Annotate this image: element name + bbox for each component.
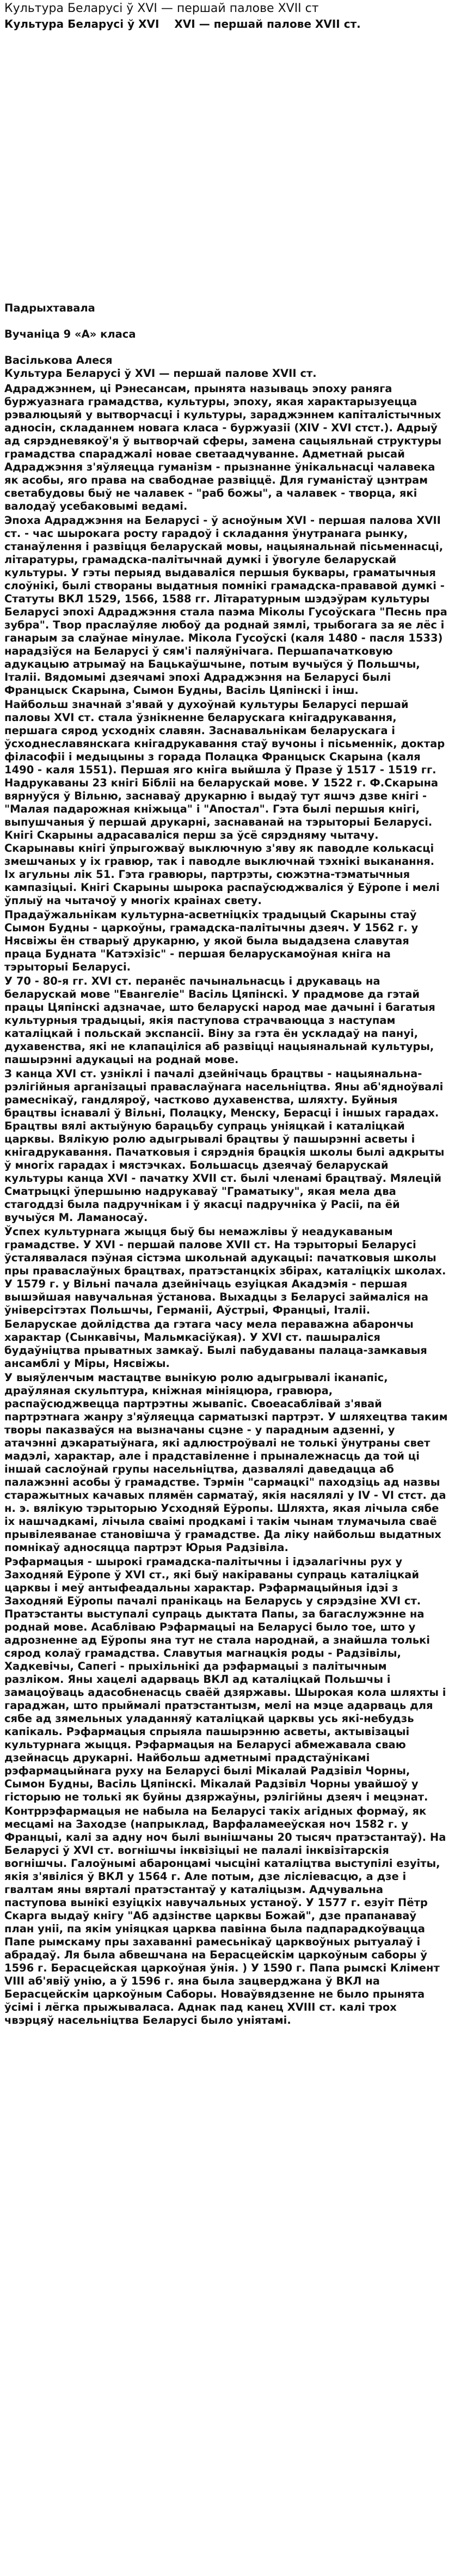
header-left: Культура Беларусі ў XVI <box>4 17 159 30</box>
paragraph: У выяўленчым мастацтве вынікую ролю адыгрывалі іканапіс, драўляная скульптура, кніжная мініяцюра, гравюра, распаўсюджвецца партрэтны жывапіс. Своеасаблівай з'явай партрэтнага жанру з'яўляецца сарматызкі партрэт. У шляхецтва таким творы паказваўся на вызначаны сцэне - у парадным адзенні, у атачэнні дэкаратыўнага, які адлюстроўвалі не толькі ўнутраны свет мадэлі, характар, але і прадставіленне і прыналежнасць да той ці іншай саслоўнай групы насельніцтва, дазвалялі даведацца аб палажэнні асобы ў грамадстве. Тэрмін "сармацкі" паходзіць ад назвы старажытных качавых плямён сарматаў, якія насялялі у IV - VI стст. да н. э. вялікую тэрыторыю Усходняй Еўропы. Шляхта, якая лічыла сябе іх нашчадкамі, лічыла сваімі продкамі і такім чынам тлумачыла сваё прывілеяванае становішча ў грамадстве. Да ліку найбольш выдатных помнікаў адносяцца партрэт Юрыя Радзівіла. <box>4 1371 448 1554</box>
page-header <box>4 16 448 32</box>
document-title: Культура Беларусі ў XVI — першай палове XVII ст. <box>4 367 317 380</box>
paragraph: Найбольш значнай з'явай у духоўнай культуры Беларусі першай паловы XVI ст. стала ўзнікненне беларускага кнігадрукавання, першага сярод усходніх славян. Заснавальнікам беларускага і ўсходнеславянскага кнігадрукавання стаў вучоны і пісьменнік, доктар філасофіі і медыцыны з горада Полацка Францыск Скарына (каля 1490 - каля 1551). Першая яго кніга выйшла ў Празе ў 1517 - 1519 гг. Надрукаваны 23 кнігі Бібліі на беларускай мове. У 1522 г. Ф.Скарына вярнуўся ў Вільню, заснаваў друкарню і выдаў тут яшчэ дзве кнігі - "Малая падарожная кніжыца" і "Апостал". Гэта былі першыя кнігі, выпушчаныя ў першай друкарні, заснаванай на тэрыторыі Беларусі. Кнігі Скарыны адрасаваліся перш за ўсё сярэдняму чытачу. Скарынавы кнігі ўпрыгожваў выключную з'яву як паводле колькасці змешчаных у іх гравюр, так і паводле выключнай тэхнікі выканання. Іх агульны лік 51. Гэта гравюры, партрэты, сюжэтна-тэматычныя кампазіцыі. Кнігі Скарыны шырока распаўсюджваліся ў Еўропе і мелі ўплыў на чытачоў у многіх краінах свету. <box>4 698 445 907</box>
paragraph: Прадаўжальнікам культурна-асветніцкіх традыцый Скарыны стаў Сымон Будны - царкоўны, грамадска-палітычны дзеяч. У 1562 г. у Нясвіжы ён стварыў друкарню, у якой была выдадзена славутая праца Будната "Катэхізіс" - першая беларускамоўная кніга на тэрыторыі Беларусі. <box>4 908 419 973</box>
tab-title: Культура Беларусі ў XVI — першай палове XVII ст <box>4 2 319 15</box>
paragraph: Адраджэннем, ці Рэнесансам, прынята называць эпоху раняга буржуазнага грамадства, культуры, эпоху, якая характарызуецца рэвалюцыяй у вытворчасці і культуры, зараджэннем капіталістычных адносін, складаннем новага класа - буржуазіі (XIV - XVI стст.). Адрыў ад сярэдневякоў'я ў вытворчай сферы, замена сацыяльнай структуры грамадства спараджалі новае светаадчуванне. Адметнай рысай Адраджэння з'яўляецца гуманізм - прызнанне ўнікальнасці чалавека як асобы, яго права на свабоднае развіццё. Для гуманістаў цэнтрам светабудовы быў не чалавек - "раб божы", а чалавек - творца, які валодаў усебаковымі ведамі. <box>4 382 442 512</box>
paragraph: Ўспех культурнага жыцця быў бы немажлівы ў неадукаваным грамадстве. У XVI - першай палове XVII ст. На тэрыторыі Беларусі ўсталявалася пэўная сістэма школьнай адукацыі: пачатковыя школы пры праваслаўных брацтвах, пратэстанцкіх збірах, каталіцкіх школах. У 1579 г. у Вільні пачала дзейнічаць езуіцкая Акадэмія - першая вышэйшая навучальная ўстанова. Выхадцы з Беларусі займаліся на ўніверсітэтах Польшчы, Германіі, Аўстрыі, Францыі, Італіі. <box>4 1225 446 1316</box>
paragraph: У 70 - 80-я гг. XVI ст. перанёс пачынальнасць і друкаваць на беларускай мове "Евангеліе" Васіль Цяпінскі. У прадмове да гэтай працы Цяпінскі адзначае, што беларускі народ мае дачыні і багатыя культурныя традыцыі, якія паступова страчваюцца з наступам каталіцкай і польскай экспансіі. Віну за гэта ён ускладаў на пануі, духавенства, які не клапаціліся аб развіцці нацыянальнай культуры, пашырэнні адукацыі на роднай мове. <box>4 975 435 1066</box>
document-body <box>4 382 448 2027</box>
paragraph: Эпоха Адраджэння на Беларусі - ў асноўным XVI - першая палова XVII ст. - час шырокага росту гарадоў і складання ўнутранага рынку, станаўлення і развіцця беларускай мовы, нацыянальнай пісьменнасці, літаратуры, грамадска-палітычнай думкі і ўвогуле беларускай культуры. У гэты перыяд выдаваліся першыя буквары, граматычныя слоўнікі, былі створаны выдатныя помнікі грамадска-прававой думкі - Статуты ВКЛ 1529, 1566, 1588 гг. Літаратурным шэдэўрам культуры Беларусі эпохі Адраджэння стала паэма Міколы Гусоўскага "Песнь пра зубра". Твор праслаўляе любоў да роднай зямлі, трыбогага за яе лёс і ганарым за слаўнае мінулае. Мікола Гусоўскі (каля 1480 - пасля 1533) нарадзіўся на Беларусі ў сям'і паляўнічага. Першапачатковую адукацыю атрымаў на Бацькаўшчыне, потым вучыўся ў Польшчы, Італіі. Вядомымі дзеячамі эпохі Адраджэння на Беларусі былі Францыск Скарына, Сымон Будны, Васіль Цяпінскі і інш. <box>4 514 447 697</box>
paragraph: Контррэфармацыя не набыла на Беларусі такіх агідных формаў, як месцамі на Заходзе (напрыклад, Варфаламееўская ноч 1582 г. у Францыі, калі за адну ноч былі вынішчаны 20 тысяч пратэстантаў). На Беларусі ў XVI ст. вогнішчы інквізіцыі не палалі інквізітарскія вогнішчы. Галоўнымі абаронцамі чысціні каталіцтва выступілі езуіты, якія з'явіліся ў ВКЛ у 1564 г. Але потым, дзе лісліевасцю, а дзе і гвалтам яны вярталі пратэстантаў у каталіцызм. Адчувальна паступова вынікі езуіцкіх навучальных устаноў. У 1577 г. езуіт Пётр Скарга выдаў кнігу "Аб адзінстве царквы Божай", дзе прапанаваў план уніі, па якім уніяцкая царква павінна была падпарадкоўвацца Папе рымскаму пры захаванні рамесьнікаў царквоўных рытуалаў і абрадаў. Ля была абвешчана на Берасцейскім царкоўным саборы ў 1596 г. Берасцейская царкоўная ўнія. ) У 1590 г. Папа рымскі Клімент VIII аб'явіў унію, а ў 1596 г. яна была зацверджана ў ВКЛ на Берасцейскім царкоўным Саборы. Новаўвядзенне не было прынята ўсімі і лёгка прыжываласа. Аднак пад канец XVIII ст. калі трох чвэрцяў насельніцтва Беларусі было уніятамі. <box>4 1805 446 2026</box>
paragraph: З канца XVI ст. узніклі і пачалі дзейнічаць брацтвы - нацыянальна-рэлігійныя арганізацыі праваслаўнага насельніцтва. Яны аб'ядноўвалі рамеснікаў, гандляроў, частково духавенства, шляхту. Буйныя брацтвы існавалі ў Вільні, Полацку, Менску, Берасці і іншых гарадах. Брацтвы вялі актыўную барацьбу супраць уніяцкай і каталіцкай царквы. Вялікую ролю адыгрывалі брацтвы ў пашырэнні асветы і кнігадрукавання. Пачатковыя і сярэднія брацкія школы былі адкрыты ў многіх гарадах і мястэчках. Большасць дзеячаў беларускай культуры канца XVI - пачатку XVII ст. былі членамі брацтваў. Мялецій Сматрыцкі ўпершыню надрукаваў "Граматыку", якая мела два стагоддзі была падручнікам і ў якасці падручніка ў Расіі, па ёй вучыўся М. Ламаносаў. <box>4 1067 445 1224</box>
paragraph: Рэфармацыя - шырокі грамадска-палітычны і ідэалагічны рух у Заходняй Еўропе ў XVI ст., які быў накіраваны супраць каталіцкай царквы і меў антыфеадальны характар. Рэфармацыйныя ідэі з Заходняй Еўропы пачалі пранікаць на Беларусь у сярэдзіне XVI ст. Пратэстанты выступалі супраць дыктата Папы, за багаслужэнне на роднай мове. Асабліваю Рэфармацыі на Беларусі было тое, што у адрозненне ад Еўропы яна тут не стала народнай, а знайшла толькі сярод колаў грамадства. Славутыя магнацкія роды - Радзівілы, Хадкевічы, Сапегі - прыхільнікі да рэфармацыі з палітычным разліком. Яны хацелі адарваць ВКЛ ад каталіцкай Польшчы і замацоўваць адасобненасць сваёй дзяржавы. Шырокая кола шляхты і гараджан, што прыймалі пратэстантызм, мелі на мэце адарваць для сябе ад зямельных уладанняў каталіцкай царквы усь які-небудзь капікаль. Рэфармацыя спрыяла пашырэнню асветы, актывізацыі культурнага жыцця. Рэфармацыя на Беларусі абмежавала сваю дзейнасць друкарні. Найбольш адметнымі прадстаўнікамі рэфармацыйнага руху на Беларусі былі Мікалай Радзівіл Чорны, Сымон Будны, Васіль Цяпінскі. Мікалай Радзівіл Чорны увайшоў у гісторыю не толькі як буйны дзяржаўны, рэлігійны дзеяч і мецэнат. <box>4 1555 446 1803</box>
student-class: Вучаніца 9 «А» класа <box>4 328 136 340</box>
paragraph: Беларускае дойлідства да гэтага часу мела пераважна абарончы характар (Сынкавічы, Мальмкасіўкая). У XVI ст. пашыраліся будаўніцтва прыватных замкаў. Былі пабудаваны палаца-замкавыя ансамблі у Міры, Нясвіжы. <box>4 1318 427 1370</box>
author-name: Васількова Алеся <box>4 354 113 367</box>
prepared-by-label: Падрыхтавала <box>4 302 95 314</box>
header-right: XVI — першай палове XVII ст. <box>174 17 361 30</box>
blank-space <box>4 32 448 302</box>
